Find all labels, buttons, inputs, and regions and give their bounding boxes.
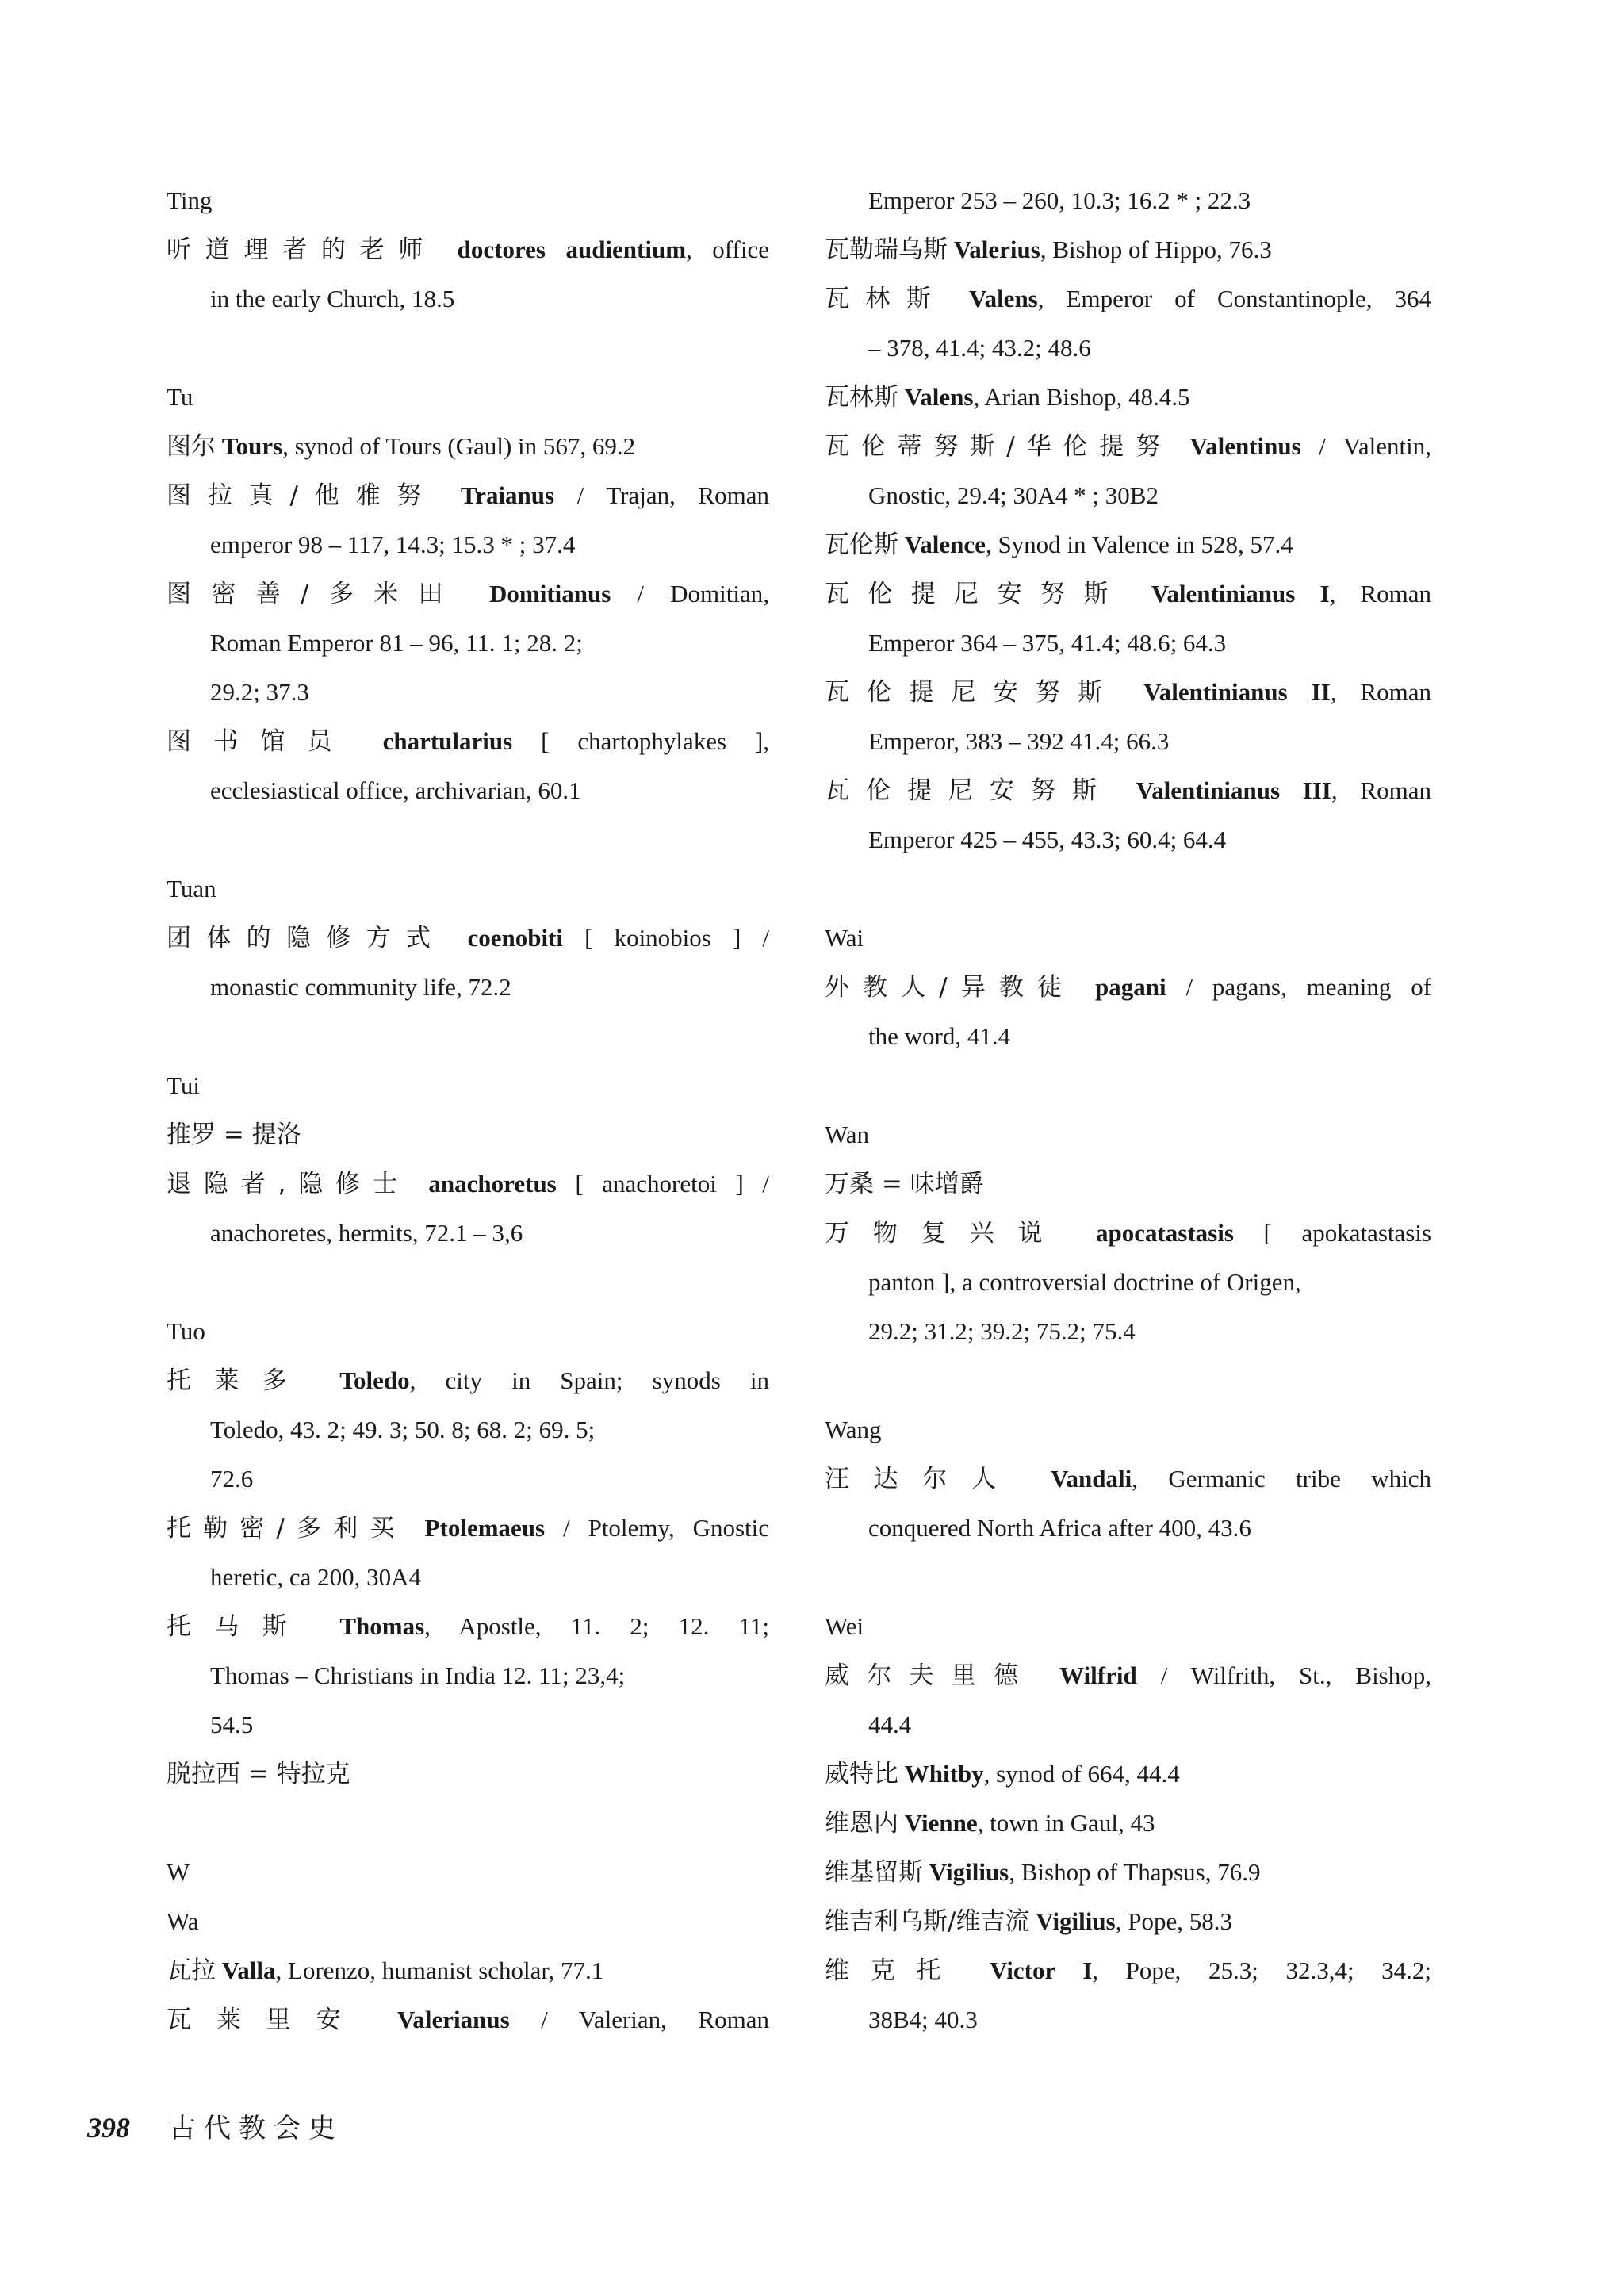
entry-description: , office	[686, 236, 770, 263]
entry-latin-term: Toledo	[339, 1366, 410, 1394]
index-entry	[167, 914, 769, 963]
entry-chinese-term: 瓦拉	[167, 1956, 216, 1985]
index-entry	[167, 471, 769, 520]
entry-continuation: 72.6	[210, 1465, 254, 1493]
book-title: 古代教会史	[169, 2113, 343, 2144]
entry-description: , town in Gaul, 43	[977, 1809, 1155, 1837]
entry-description: , Roman	[1330, 678, 1432, 706]
letter-heading: Tuo	[167, 1317, 205, 1345]
entry-continuation: 38B4; 40.3	[868, 2006, 978, 2033]
index-entry	[825, 274, 1431, 324]
index-entry	[167, 1602, 769, 1651]
spacer	[167, 324, 769, 373]
entry-continuation: heretic, ca 200, 30A4	[210, 1563, 421, 1591]
entry-description: / Wilfrith, St., Bishop,	[1136, 1661, 1431, 1689]
entry-description: , synod of Tours (Gaul) in 567, 69.2	[282, 432, 636, 460]
entry-continuation: Gnostic, 29.4; 30A4 * ; 30B2	[868, 481, 1159, 509]
entry-latin-term: Wilfrid	[1059, 1661, 1137, 1689]
letter-heading: Tui	[167, 1071, 200, 1099]
entry-latin-term: coenobiti	[467, 924, 564, 952]
left-column	[167, 176, 769, 2044]
entry-description: [ anachoretoi ] /	[556, 1170, 769, 1198]
index-entry	[167, 569, 769, 619]
index-entry	[825, 766, 1431, 815]
entry-continuation: 54.5	[210, 1711, 254, 1738]
spacer	[825, 1061, 1431, 1110]
entry-description: , Lorenzo, humanist scholar, 77.1	[275, 1956, 604, 1984]
index-entry	[167, 1946, 769, 1995]
index-entry	[825, 569, 1431, 619]
entry-latin-term: Valentinianus I	[1151, 580, 1330, 607]
index-entry	[167, 1504, 769, 1553]
page-footer	[87, 2108, 343, 2148]
index-entry	[825, 1799, 1431, 1848]
entry-description: , Bishop of Hippo, 76.3	[1040, 236, 1272, 263]
entry-chinese-term: 维克托	[825, 1956, 963, 1985]
entry-chinese-term: 维吉利乌斯/维吉流	[825, 1907, 1030, 1936]
spacer	[167, 1258, 769, 1307]
entry-latin-term: Valerius	[953, 236, 1040, 263]
entry-latin-term: Valla	[221, 1956, 276, 1984]
entry-continuation: emperor 98 – 117, 14.3; 15.3 * ; 37.4	[210, 531, 576, 558]
entry-latin-term: chartularius	[382, 727, 513, 755]
entry-chinese-term: 团体的隐修方式	[167, 924, 446, 952]
entry-continuation: conquered North Africa after 400, 43.6	[868, 1514, 1251, 1542]
entry-latin-term: Valentinianus III	[1136, 776, 1331, 804]
entry-continuation: 29.2; 37.3	[210, 678, 309, 706]
entry-description: , Arian Bishop, 48.4.5	[973, 383, 1190, 411]
index-entry	[167, 1159, 769, 1209]
spacer	[167, 1012, 769, 1061]
entry-chinese-term: 退隐者,隐修士	[167, 1170, 410, 1198]
entry-latin-term: Whitby	[904, 1760, 984, 1788]
entry-latin-term: Vienne	[904, 1809, 978, 1837]
entry-continuation: monastic community life, 72.2	[210, 973, 511, 1001]
entry-chinese-term: 维恩内	[825, 1809, 898, 1838]
index-entry	[825, 1651, 1431, 1700]
entry-chinese-term: 威特比	[825, 1760, 898, 1788]
entry-description: , city in Spain; synods in	[409, 1366, 769, 1394]
index-entry	[167, 422, 769, 471]
entry-latin-term: Valerianus	[396, 2006, 510, 2033]
entry-description: / Domitian,	[611, 580, 769, 607]
entry-description: [ koinobios ] /	[563, 924, 769, 952]
index-entry	[167, 225, 769, 274]
entry-description: , Synod in Valence in 528, 57.4	[985, 531, 1293, 558]
entry-chinese-term: 威尔夫里德	[825, 1661, 1036, 1690]
entry-continuation: Emperor 364 – 375, 41.4; 48.6; 64.3	[868, 629, 1227, 657]
index-entry	[167, 1749, 769, 1799]
entry-latin-term: Valentinianus II	[1143, 678, 1331, 706]
letter-heading: Tu	[167, 383, 193, 411]
index-entry	[825, 1454, 1431, 1504]
entry-chinese-term: 瓦林斯	[825, 285, 947, 313]
index-entry	[167, 717, 769, 766]
entry-description: / Valentin,	[1300, 432, 1431, 460]
entry-latin-term: Vigilius	[1036, 1907, 1116, 1935]
entry-chinese-term: 听道理者的老师	[167, 236, 438, 264]
index-entry	[825, 1897, 1431, 1946]
entry-chinese-term: 万桑 = 味增爵	[825, 1170, 984, 1198]
index-entry	[825, 422, 1431, 471]
entry-chinese-term: 脱拉西 = 特拉克	[167, 1760, 350, 1788]
entry-continuation: Toledo, 43. 2; 49. 3; 50. 8; 68. 2; 69. 5;	[210, 1416, 596, 1443]
index-entry	[825, 1749, 1431, 1799]
entry-description: , Germanic tribe which	[1132, 1465, 1432, 1493]
spacer	[825, 864, 1431, 914]
entry-chinese-term: 托勒密/多利买	[167, 1514, 407, 1542]
entry-chinese-term: 维基留斯	[825, 1858, 923, 1887]
entry-chinese-term: 托莱多	[167, 1366, 311, 1395]
entry-latin-term: Vandali	[1051, 1465, 1132, 1493]
letter-heading: Ting	[167, 186, 213, 214]
right-column	[825, 176, 1431, 2044]
entry-chinese-term: 瓦伦提尼安努斯	[825, 776, 1113, 805]
entry-latin-term: Vigilius	[929, 1858, 1009, 1886]
entry-latin-term: Domitianus	[489, 580, 611, 607]
entry-chinese-term: 瓦勒瑞乌斯	[825, 236, 948, 264]
index-entry	[825, 1209, 1431, 1258]
entry-chinese-term: 瓦伦提尼安努斯	[825, 678, 1120, 707]
letter-heading: Wan	[825, 1121, 870, 1148]
entry-chinese-term: 推罗 = 提洛	[167, 1121, 301, 1149]
entry-chinese-term: 瓦林斯	[825, 383, 898, 412]
entry-latin-term: apocatastasis	[1095, 1219, 1234, 1247]
entry-continuation: panton ], a controversial doctrine of Origen,	[868, 1268, 1301, 1296]
entry-chinese-term: 瓦伦斯	[825, 531, 898, 559]
index-entry	[167, 1110, 769, 1159]
entry-description: , Roman	[1329, 580, 1431, 607]
page-number: 398	[87, 2112, 130, 2144]
entry-latin-term: Traianus	[460, 481, 555, 509]
entry-latin-term: Valens	[969, 285, 1038, 312]
entry-continuation: Emperor 253 – 260, 10.3; 16.2 * ; 22.3	[868, 186, 1251, 214]
entry-description: / Valerian, Roman	[509, 2006, 770, 2033]
entry-chinese-term: 万物复兴说	[825, 1219, 1067, 1247]
entry-description: , Bishop of Thapsus, 76.9	[1009, 1858, 1261, 1886]
index-entry	[167, 1356, 769, 1405]
entry-chinese-term: 瓦伦蒂努斯/华伦提努	[825, 432, 1172, 461]
spacer	[167, 815, 769, 864]
entry-latin-term: Ptolemaeus	[424, 1514, 546, 1542]
entry-continuation: Emperor 425 – 455, 43.3; 60.4; 64.4	[868, 826, 1227, 853]
letter-heading: W	[167, 1858, 190, 1886]
spacer	[825, 1553, 1431, 1602]
index-entry	[825, 373, 1431, 422]
spacer	[825, 1356, 1431, 1405]
entry-description: [ apokatastasis	[1233, 1219, 1432, 1247]
entry-latin-term: pagani	[1095, 973, 1166, 1001]
entry-chinese-term: 瓦莱里安	[167, 2006, 366, 2034]
entry-continuation: – 378, 41.4; 43.2; 48.6	[868, 334, 1091, 362]
entry-latin-term: doctores audientium	[457, 236, 687, 263]
entry-continuation: in the early Church, 18.5	[210, 285, 455, 312]
entry-latin-term: Tours	[221, 432, 283, 460]
entry-description: [ chartophylakes ],	[512, 727, 770, 755]
entry-chinese-term: 图密善/多米田	[167, 580, 463, 608]
index-entry	[825, 225, 1431, 274]
entry-continuation: ecclesiastical office, archivarian, 60.1	[210, 776, 581, 804]
entry-continuation: Roman Emperor 81 – 96, 11. 1; 28. 2;	[210, 629, 583, 657]
entry-chinese-term: 汪达尔人	[825, 1465, 1021, 1493]
entry-chinese-term: 瓦伦提尼安努斯	[825, 580, 1127, 608]
entry-chinese-term: 图拉真/他雅努	[167, 481, 439, 510]
entry-description: / Ptolemy, Gnostic	[545, 1514, 769, 1542]
letter-heading: Wei	[825, 1612, 864, 1640]
letter-heading: Wang	[825, 1416, 882, 1443]
entry-latin-term: Valentinus	[1189, 432, 1301, 460]
letter-heading: Wa	[167, 1907, 199, 1935]
spacer	[167, 1799, 769, 1848]
entry-description: / pagans, meaning of	[1166, 973, 1432, 1001]
letter-heading: Wai	[825, 924, 864, 952]
index-entry	[825, 1848, 1431, 1897]
entry-chinese-term: 图尔	[167, 432, 216, 461]
entry-latin-term: anachoretus	[428, 1170, 557, 1198]
index-entry	[825, 963, 1431, 1012]
entry-continuation: 29.2; 31.2; 39.2; 75.2; 75.4	[868, 1317, 1136, 1345]
entry-continuation: anachoretes, hermits, 72.1 – 3,6	[210, 1219, 523, 1247]
index-entry	[167, 1995, 769, 2044]
index-entry	[825, 520, 1431, 569]
index-entry	[825, 668, 1431, 717]
entry-continuation: Emperor, 383 – 392 41.4; 66.3	[868, 727, 1170, 755]
index-entry	[825, 1946, 1431, 1995]
entry-continuation: Thomas – Christians in India 12. 11; 23,4;	[210, 1661, 626, 1689]
entry-continuation: the word, 41.4	[868, 1022, 1011, 1050]
entry-description: , Apostle, 11. 2; 12. 11;	[424, 1612, 770, 1640]
entry-description: , Emperor of Constantinople, 364	[1037, 285, 1432, 312]
entry-latin-term: Valence	[904, 531, 986, 558]
entry-latin-term: Valens	[904, 383, 974, 411]
entry-chinese-term: 外教人/异教徒	[825, 973, 1076, 1002]
entry-latin-term: Thomas	[339, 1612, 425, 1640]
entry-description: , Pope, 58.3	[1115, 1907, 1232, 1935]
entry-description: , synod of 664, 44.4	[983, 1760, 1180, 1788]
index-entry	[825, 1159, 1431, 1209]
entry-latin-term: Victor I	[990, 1956, 1093, 1984]
entry-chinese-term: 图书馆员	[167, 727, 354, 756]
letter-heading: Tuan	[167, 875, 216, 902]
entry-description: / Trajan, Roman	[554, 481, 769, 509]
entry-chinese-term: 托马斯	[167, 1612, 311, 1641]
entry-continuation: 44.4	[868, 1711, 912, 1738]
entry-description: , Roman	[1331, 776, 1431, 804]
entry-description: , Pope, 25.3; 32.3,4; 34.2;	[1092, 1956, 1431, 1984]
